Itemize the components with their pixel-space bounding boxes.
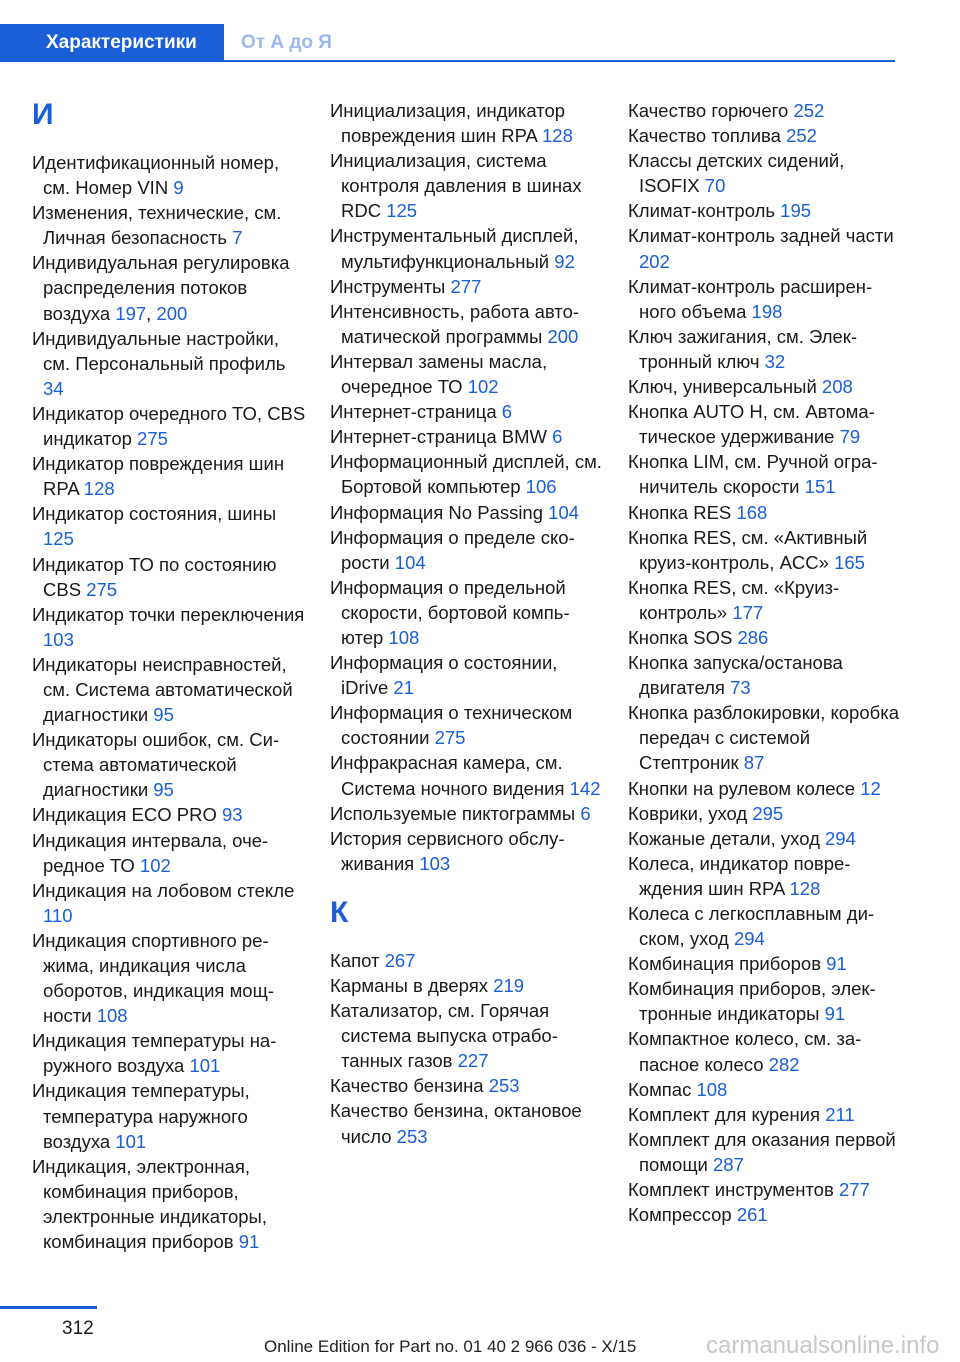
page-link[interactable]: 6 [552, 426, 563, 448]
index-entry [628, 625, 903, 650]
index-entry-text: Кнопка SOS [628, 626, 733, 648]
index-entry [330, 399, 605, 424]
index-entry [32, 1154, 307, 1254]
page-link[interactable]: 275 [434, 727, 466, 749]
index-entry [628, 500, 903, 525]
index-entry-text: Ключ зажигания, см. Электронный ключ [628, 325, 858, 372]
page-link[interactable]: 211 [825, 1103, 855, 1125]
index-entry [32, 802, 307, 827]
index-entry-text: Индикация температуры наружного воздуха [32, 1030, 277, 1077]
page-link[interactable]: 197 [115, 302, 147, 324]
index-entry-text: Качество топлива [628, 125, 781, 147]
page-link[interactable]: 87 [743, 752, 765, 774]
index-entry-text: Индикатор очередного ТО, CBS индикатор [32, 402, 306, 450]
index-entry-text: Интернет-страница [330, 401, 497, 423]
index-entry [32, 150, 307, 200]
page-link[interactable]: 277 [450, 275, 482, 297]
index-entry [330, 575, 605, 650]
page-link[interactable]: 102 [467, 376, 499, 398]
index-entry [628, 324, 903, 374]
page-link[interactable]: 200 [156, 302, 188, 324]
index-entry [628, 951, 903, 976]
page-link[interactable]: 101 [189, 1055, 221, 1077]
index-entry [330, 148, 605, 223]
index-entry-text: Кнопка AUTO H, см. Автоматическое удерживание [628, 401, 875, 448]
index-entry-text: Катализатор, см. Горячая система выпуска отработанных газов [330, 1000, 558, 1072]
index-entry [32, 451, 307, 501]
page-link[interactable]: 106 [525, 476, 557, 498]
index-entry [628, 1202, 903, 1227]
index-entry [32, 928, 307, 1028]
section-letter: И [32, 98, 54, 131]
index-entry [628, 98, 903, 123]
index-entry [32, 602, 307, 652]
page-link[interactable]: 219 [493, 975, 525, 996]
index-entry [330, 349, 605, 399]
page-link[interactable]: 6 [580, 802, 591, 824]
index-entry-text: Информация о предельной скорости, бортовой компьютер [330, 576, 570, 648]
page-link[interactable]: 200 [547, 325, 579, 347]
header [0, 24, 895, 62]
index-entry [330, 650, 605, 700]
page-link[interactable]: 108 [696, 1078, 728, 1100]
index-entry-text: Компас [628, 1078, 692, 1100]
index-entry [330, 801, 605, 826]
index-entry-text: Изменения, технические, см. Личная безопасность [32, 202, 282, 249]
index-entry [32, 326, 307, 401]
page-link[interactable]: 103 [43, 628, 74, 650]
page-link[interactable]: 91 [824, 1003, 846, 1025]
page-link[interactable]: 252 [786, 125, 817, 147]
page-link[interactable]: 277 [838, 1179, 870, 1201]
index-entry [32, 652, 307, 727]
index-entry [330, 449, 605, 499]
index-entry [628, 198, 903, 223]
index-entry-text: Кнопка запуска/останова двигателя [628, 652, 843, 699]
index-entry-text: Интервал замены масла, очередное ТО [330, 350, 548, 398]
index-entry-text: Индикатор точки переключения [32, 603, 305, 625]
index-column-3 [628, 98, 903, 1227]
index-entry [628, 1077, 903, 1102]
index-column-1 [32, 98, 307, 1254]
index-entry-text: Качество бензина, октановое число [330, 1100, 582, 1147]
index-entry-text: Колеса, индикатор повреждения шин RPA [628, 852, 851, 899]
footer-divider [0, 1306, 97, 1309]
index-entry-text: Комбинация приборов, электронные индикаторы [628, 978, 876, 1025]
index-entry [628, 274, 903, 324]
index-entry-text: Идентификационный номер, см. Номер VIN [32, 152, 280, 199]
edition-note: Online Edition for Part no. 01 40 2 966 036 - X/15 [264, 1337, 637, 1356]
index-entry-text: Качество горючего [628, 100, 789, 121]
index-entry [628, 901, 903, 951]
index-entry-text: Ключ, универсальный [628, 376, 817, 398]
page-link[interactable]: 253 [488, 1075, 520, 1097]
index-entry-text: Индикация, электронная, комбинация приборов, электронные индикаторы, комбинация приборов [32, 1155, 267, 1253]
index-entry [628, 1177, 903, 1202]
page-link[interactable]: 208 [821, 376, 853, 398]
page-link[interactable]: 151 [804, 476, 836, 498]
page-link[interactable]: 275 [137, 428, 168, 450]
index-entry-text: Индикация ECO PRO [32, 804, 217, 826]
index-entry [330, 750, 605, 800]
index-entry-text: Индикатор состояния, шины [32, 503, 277, 525]
index-entry-text: Колеса с легкосплавным диском, уход [628, 903, 875, 950]
index-entry [330, 525, 605, 575]
index-entry-text: Комплект для оказания первой помощи [628, 1128, 896, 1175]
index-entry-text: Используемые пиктограммы [330, 802, 576, 824]
page-link[interactable]: 142 [569, 777, 601, 799]
index-entry-text: Индикаторы неисправностей, см. Система автоматической диагностики [32, 653, 293, 726]
page-link[interactable]: 79 [839, 426, 861, 448]
index-entry [628, 776, 903, 801]
page-link[interactable]: 12 [860, 777, 881, 799]
page-link[interactable]: 177 [732, 601, 764, 623]
index-entry [628, 1026, 903, 1076]
page-link[interactable]: 21 [393, 677, 414, 699]
page-link[interactable]: 275 [86, 578, 118, 600]
page-link[interactable]: 95 [153, 779, 174, 801]
index-entry [628, 525, 903, 575]
index-entry-text: Климат-контроль [628, 200, 776, 222]
index-entry-text: Комплект инструментов [628, 1179, 834, 1201]
tab-characteristics[interactable]: Характеристики [0, 24, 224, 62]
page-link[interactable]: 91 [826, 953, 847, 975]
index-entry-text: Кнопка LIM, см. Ручной ограничитель скорости [628, 451, 878, 498]
index-entry-text: Индикация температуры, температура наружного воздуха [32, 1080, 250, 1152]
index-entry-text: Индивидуальные настройки, см. Персональный профиль [32, 327, 286, 374]
page-link[interactable]: 282 [768, 1053, 800, 1075]
index-entry [330, 826, 605, 876]
page-link[interactable]: 294 [825, 827, 856, 849]
section-letter: К [330, 895, 349, 929]
index-entry-text: Инфракрасная камера, см. Система ночного видения [330, 752, 565, 799]
page-number: 312 [62, 1318, 94, 1339]
index-entry [628, 1127, 903, 1177]
index-entry [330, 973, 605, 998]
index-entry-text: Капот [330, 949, 380, 971]
index-entry [32, 200, 307, 250]
page-link[interactable]: 95 [153, 704, 174, 726]
page-link[interactable]: 91 [238, 1231, 260, 1253]
index-entry [628, 650, 903, 700]
page-link[interactable]: 286 [737, 626, 769, 648]
index-entry-text: Коврики, уход [628, 802, 748, 824]
index-entry [628, 801, 903, 826]
index-entry-text: Кожаные детали, уход [628, 827, 820, 849]
index-entry-text: Индикация на лобовом стекле [32, 879, 295, 901]
index-entry-text: Кнопка разблокировки, коробка передач с системой Стептроник [628, 702, 900, 774]
index-entry-text: Инструментальный дисплей, мультифункциональный [330, 225, 579, 272]
page-link[interactable]: 128 [789, 877, 821, 899]
page-link[interactable]: 198 [751, 300, 783, 322]
page-link[interactable]: 32 [764, 350, 786, 372]
page-link[interactable]: 128 [83, 478, 115, 500]
page-link[interactable]: 104 [548, 501, 580, 523]
index-entry [628, 1102, 903, 1127]
index-entry: Индивидуальная регулировка распределения потоков воздуха 197, 200 [32, 252, 290, 324]
index-entry [330, 223, 605, 273]
page-link[interactable]: 101 [115, 1130, 147, 1152]
index-entry-text: Компрессор [628, 1204, 732, 1226]
index-entry-text: Кнопка RES [628, 501, 732, 523]
page-link[interactable]: 252 [793, 100, 825, 121]
index-entry-text: Индивидуальная регулировка распределения потоков воздуха [32, 252, 290, 324]
index-entry-text: Индикация интервала, очередное ТО [32, 829, 269, 876]
header-divider [224, 60, 895, 62]
index-entry [330, 1073, 605, 1098]
page-link[interactable]: 102 [139, 854, 171, 876]
index-entry-text: Инициализация, система контроля давления в шинах RDC [330, 150, 582, 222]
index-entry-text: Качество бензина [330, 1075, 484, 1097]
index-entry [628, 826, 903, 851]
page-link[interactable]: 93 [221, 804, 243, 826]
page-link[interactable]: 261 [736, 1204, 768, 1226]
index-entry-text: Комбинация приборов [628, 953, 822, 975]
index-entry [628, 851, 903, 901]
index-entry [628, 976, 903, 1026]
index-entry-text: Интернет-страница BMW [330, 426, 547, 448]
index-entry-text: Инициализация, индикатор повреждения шин RPA [330, 100, 566, 147]
page-link[interactable]: 7 [232, 227, 243, 249]
index-entry [32, 1078, 307, 1153]
index-entry [628, 575, 903, 625]
index-entry-text: Индикатор повреждения шин RPA [32, 453, 285, 500]
index-entry-text: Информация No Passing [330, 501, 544, 523]
tab-a-to-z[interactable]: От А до Я [241, 32, 332, 53]
index-column-2 [330, 98, 605, 1149]
page-link[interactable]: 287 [713, 1153, 744, 1175]
index-entry-text: Кнопка RES, см. «Круиз-контроль» [628, 576, 840, 623]
page-link[interactable]: 104 [394, 551, 426, 573]
index-entry [330, 424, 605, 449]
index-entry-text: Индикация спортивного режима, индикация числа оборотов, индикация мощности [32, 929, 274, 1027]
watermark: carmanualsonline.info [706, 1332, 940, 1359]
index-entry [330, 98, 605, 148]
page-link[interactable]: 195 [780, 200, 812, 222]
index-entry-text: Информационный дисплей, см. Бортовой компьютер [330, 451, 602, 498]
index-entry-text: Компактное колесо, см. запасное колесо [628, 1028, 862, 1075]
index-entry [32, 878, 307, 928]
index-entry [32, 727, 307, 802]
page-link[interactable]: 125 [43, 528, 74, 550]
index-entry [32, 828, 307, 878]
page-link[interactable]: 70 [704, 175, 726, 197]
index-entry [32, 501, 307, 551]
index-entry-text: Инструменты [330, 275, 446, 297]
page-link[interactable]: 108 [388, 626, 420, 648]
page-link[interactable]: 294 [733, 928, 765, 950]
page-link[interactable]: 227 [457, 1050, 489, 1072]
index-entry [330, 948, 605, 973]
page-link[interactable]: 103 [419, 852, 451, 874]
index-entry-text: Информация о пределе скорости [330, 526, 575, 573]
index-entry [32, 401, 307, 451]
index-entry [330, 998, 605, 1073]
page-link[interactable]: 165 [834, 551, 865, 573]
index-entry-text: Кнопка RES, см. «Активный круиз-контроль, ACC» [628, 526, 868, 573]
index-entry [628, 399, 903, 449]
index-entry-text: Индикатор ТО по состоянию CBS [32, 553, 277, 600]
index-entry-text: Информация о состоянии, iDrive [330, 652, 558, 699]
index-entry [628, 223, 903, 273]
index-entry-text: Климат-контроль расширенного объема [628, 275, 873, 322]
index-entry [628, 449, 903, 499]
page-link[interactable]: 202 [639, 250, 670, 272]
page-link[interactable]: 253 [396, 1125, 428, 1147]
index-entry [32, 1028, 307, 1078]
index-entry [330, 700, 605, 750]
index-entry [628, 700, 903, 775]
page-link[interactable]: 108 [96, 1005, 128, 1027]
index-entry [330, 274, 605, 299]
page-link[interactable]: 9 [173, 177, 184, 199]
page-link[interactable]: 295 [752, 802, 784, 824]
page-link[interactable]: 73 [730, 677, 751, 699]
index-entry-text: Классы детских сидений, ISOFIX [628, 150, 845, 197]
index-entry-text: История сервисного обслуживания [330, 827, 565, 874]
index-entry-text: Климат-контроль задней части [628, 225, 894, 247]
index-entry-text: Информация о техническом состоянии [330, 702, 573, 749]
index-entry [628, 123, 903, 148]
page-link[interactable]: 128 [542, 125, 573, 147]
index-entry [628, 148, 903, 198]
page-link[interactable]: 267 [384, 949, 416, 971]
index-entry [330, 500, 605, 525]
index-entry-text: Индикаторы ошибок, см. Система автоматической диагностики [32, 729, 280, 801]
index-entry [330, 1098, 605, 1148]
page-link[interactable]: 168 [736, 501, 768, 523]
page-link[interactable]: 92 [554, 250, 575, 272]
page-link[interactable]: 6 [501, 401, 513, 423]
index-entry-text: Карманы в дверях [330, 975, 489, 996]
index-entry-text: Комплект для курения [628, 1103, 821, 1125]
page-link[interactable]: 110 [43, 904, 73, 926]
page-link[interactable]: 34 [43, 377, 64, 399]
index-entry-text: Интенсивность, работа автоматической программы [330, 300, 580, 347]
index-entry [330, 299, 605, 349]
page-link[interactable]: 125 [386, 200, 418, 222]
index-entry-text: Кнопки на рулевом колесе [628, 777, 856, 799]
index-entry [628, 374, 903, 399]
index-entry [32, 552, 307, 602]
